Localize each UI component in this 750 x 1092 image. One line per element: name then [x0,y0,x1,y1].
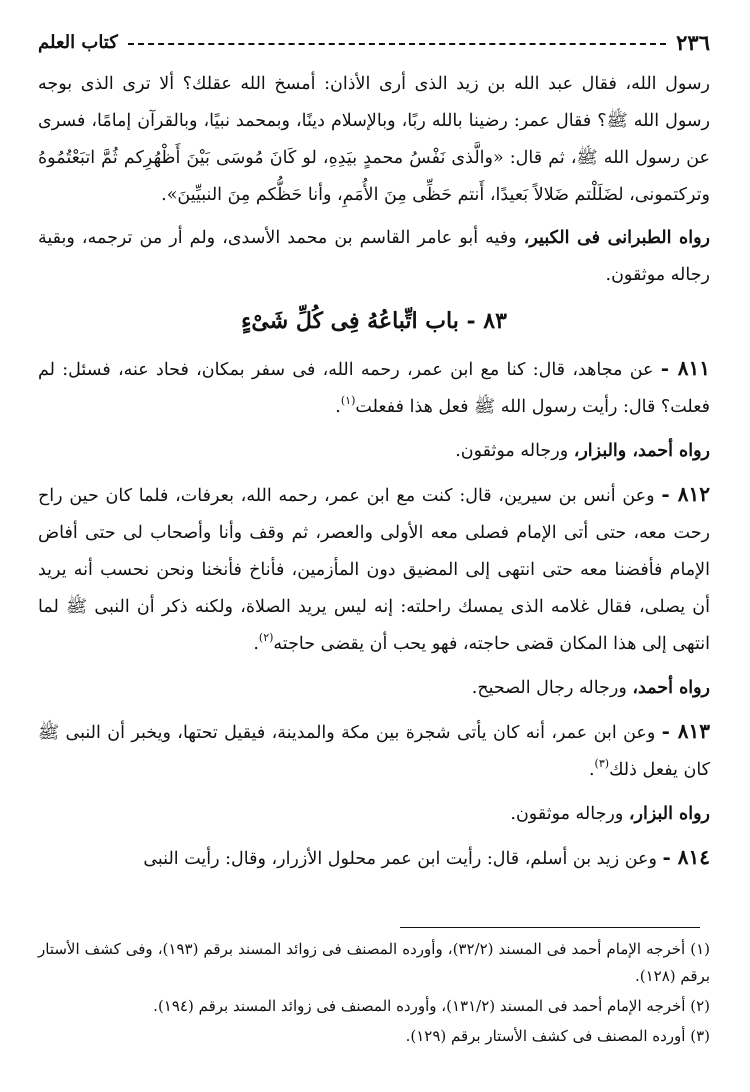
opening-paragraph: رسول الله، فقال عبد الله بن زيد الذى أرى الأذان: أمسخ الله عقلك؟ ألا ترى الذى بوجه رسول الله ﷺ؟ فقال عمر: رضينا بالله ربًا، وبالإسلام دينًا، وبمحمد نبيًا، وبالقرآن إمامًا، فسرى عن رسول الله ﷺ، ثم قال: «والَّذى نَفْسُ محمدٍ بيَدِهِ، لو كَانَ مُوسَى بَيْنَ أَظْهُرِكم ثُمَّ اتبَعْتُمُوهُ وتركتمونى، لضَلَلْتم ضَلالاً بَعيدًا، أَنتم حَظِّى مِنَ الأُمَمِ، وأنا حَظُّكم مِنَ النبيِّينَ». [38,74,710,205]
hadith-end: . [253,634,259,654]
footnote-divider [400,927,700,928]
narration-text: ورجاله رجال الصحيح. [471,678,633,698]
narration-source: رواه البزار، [628,804,710,824]
hadith-813 [38,713,710,790]
narration-source: رواه أحمد، [632,678,710,698]
footnote-1: (١) أخرجه الإمام أحمد فى المسند (٣٢/٢)، وأورده المصنف فى زوائد المسند برقم (١٩٣)، وفى كشف الأستار برقم (١٢٨). [38,940,710,985]
footnotes [38,936,710,1053]
hadith-text: وعن ابن عمر، أنه كان يأتى شجرة بين مكة والمدينة، فيقيل تحتها، ويخبر أن النبى ﷺ كان يفعل ذلك [38,723,710,780]
hadith-end: . [335,397,341,417]
hadith-number: ٨١٣ - [661,719,710,743]
narration-source: رواه أحمد، والبزار، [573,441,710,461]
hadith-811 [38,350,710,427]
footnote-3: (٣) أورده المصنف فى كشف الأستار برقم (١٢٩). [405,1027,710,1045]
hadith-number: ٨١٢ - [661,482,710,506]
hadith-text: عن مجاهد، قال: كنا مع ابن عمر، رحمه الله، فى سفر بمكان، فحاد عنه، فسئل: لم فعلت؟ قال: رأيت رسول الله ﷺ فعل هذا ففعلت [38,360,710,417]
hadith-812-narration [38,670,710,707]
narration-text: ورجاله موثقون. [455,441,574,461]
footnote-2: (٢) أخرجه الإمام أحمد فى المسند (١٣١/٢)، وأورده المصنف فى زوائد المسند برقم (١٩٤). [153,997,710,1015]
header-dash-rule [128,43,666,45]
book-title: كتاب العلم [38,31,118,53]
page-number: ٢٣٦ [676,29,710,55]
hadith-text: وعن أنس بن سيرين، قال: كنت مع ابن عمر، رحمه الله، بعرفات، فلما كان حين راح رحت معه، حتى أتى الإمام فصلى معه الأولى والعصر، ثم وقف وأنا وأصحاب لى حتى أفاض الإمام فأفضنا معه حتى انتهى إلى المضيق دون المأزمين، فأناخ فأنخنا ونحن نحسب أنه يريد أن يصلى، فقال غلامه الذى يمسك راحلته: إنه ليس يريد الصلاة، ولكنه ذكر أن النبى ﷺ لما انتهى إلى هذا المكان قضى حاجته، فهو يحب أن يقضى حاجته [38,486,710,654]
hadith-number: ٨١١ - [660,356,710,380]
narration-text: ورجاله موثقون. [510,804,629,824]
footnote-ref: (٣) [594,757,610,770]
section-heading: ٨٣ - باب اتِّباعُهُ فِى كُلِّ شَىْءٍ [241,308,507,334]
hadith-812 [38,476,710,664]
footnote-ref: (١) [340,394,356,407]
narration-paragraph [38,220,710,294]
narration-source: رواه الطبرانى فى الكبير، [523,228,710,248]
hadith-813-narration [38,796,710,833]
hadith-end: . [588,760,595,780]
hadith-text: وعن زيد بن أسلم، قال: رأيت ابن عمر محلول الأزرار، وقال: رأيت النبى [143,849,663,869]
hadith-number: ٨١٤ - [662,845,710,869]
footnote-ref: (٢) [258,631,274,644]
running-header [38,22,710,62]
main-text [38,66,710,878]
hadith-811-narration [38,433,710,470]
narration-text: وفيه أبو عامر القاسم بن محمد الأسدى، ولم أر من ترجمه، وبقية رجاله موثقون. [38,228,710,285]
hadith-814 [38,839,710,878]
